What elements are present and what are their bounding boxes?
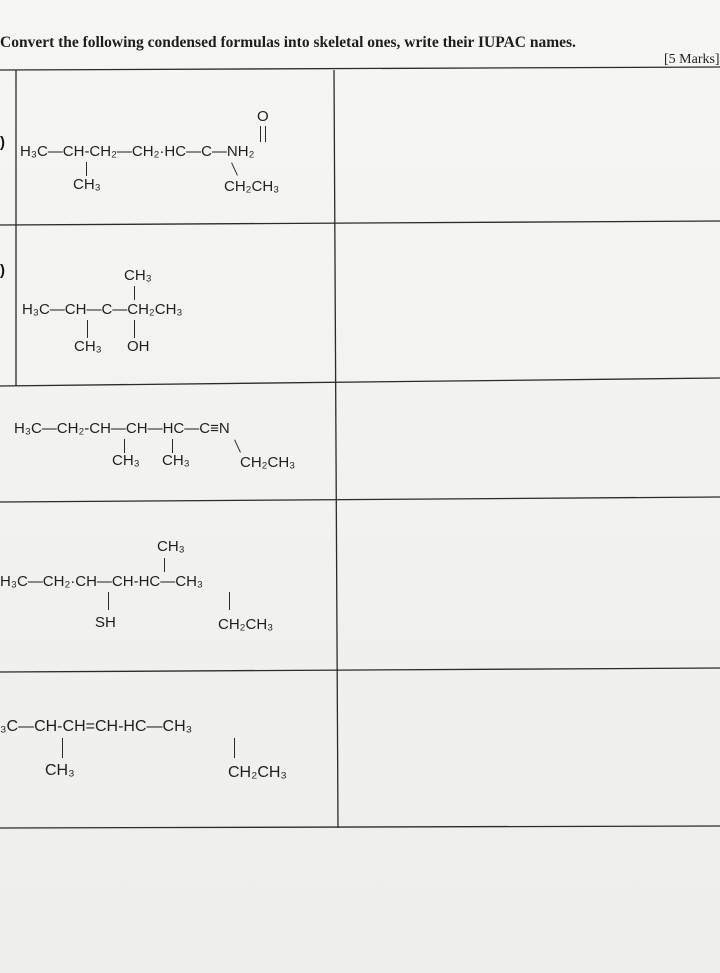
condensed-formula: H₃C—CH—C—CH₂CH₃: [22, 301, 183, 318]
branch-bond: [86, 162, 87, 176]
branch-bond: [134, 286, 135, 300]
substituent: CH₃: [124, 267, 152, 284]
substituent: CH₂CH₃: [240, 454, 296, 471]
branch-bond: [62, 738, 63, 758]
branch-bond: [87, 320, 88, 338]
branch-bond: [172, 439, 173, 453]
substituent: CH₂CH₃: [224, 178, 280, 195]
double-bond: [260, 126, 261, 142]
branch-bond: [229, 592, 230, 610]
substituent: CH₃: [74, 338, 102, 355]
double-bond: [265, 126, 266, 142]
branch-bond: [134, 320, 135, 338]
substituent: CH₂CH₃: [218, 616, 274, 633]
substituent: CH₂CH₃: [228, 764, 287, 781]
substituent: CH₃: [162, 452, 190, 469]
carbonyl-oxygen: O: [257, 108, 269, 125]
branch-bond: [164, 558, 165, 572]
branch-bond: [108, 592, 109, 610]
substituent: CH₃: [157, 538, 185, 555]
question-marker: ): [0, 262, 5, 279]
substituent: CH₃: [45, 762, 75, 779]
condensed-formula: H₃C—CH-CH₂—CH₂·HC—C—NH₂: [20, 143, 255, 160]
branch-bond: [234, 738, 235, 758]
question-marker: ): [0, 134, 5, 151]
condensed-formula: H₃C—CH₂·CH—CH-HC—CH₃: [0, 573, 204, 590]
substituent: OH: [127, 338, 150, 355]
marks-label: [5 Marks]: [664, 52, 720, 67]
substituent: CH₃: [112, 452, 140, 469]
substituent: SH: [95, 614, 116, 631]
condensed-formula: H₃C—CH₂-CH—CH—HC—C≡N: [14, 420, 230, 437]
substituent: CH₃: [73, 176, 101, 193]
condensed-formula: ₃C—CH-CH=CH-HC—CH₃: [0, 718, 193, 735]
instruction-text: Convert the following condensed formulas into skeletal ones, write their IUPAC names.: [0, 34, 576, 51]
branch-bond: [124, 439, 125, 453]
